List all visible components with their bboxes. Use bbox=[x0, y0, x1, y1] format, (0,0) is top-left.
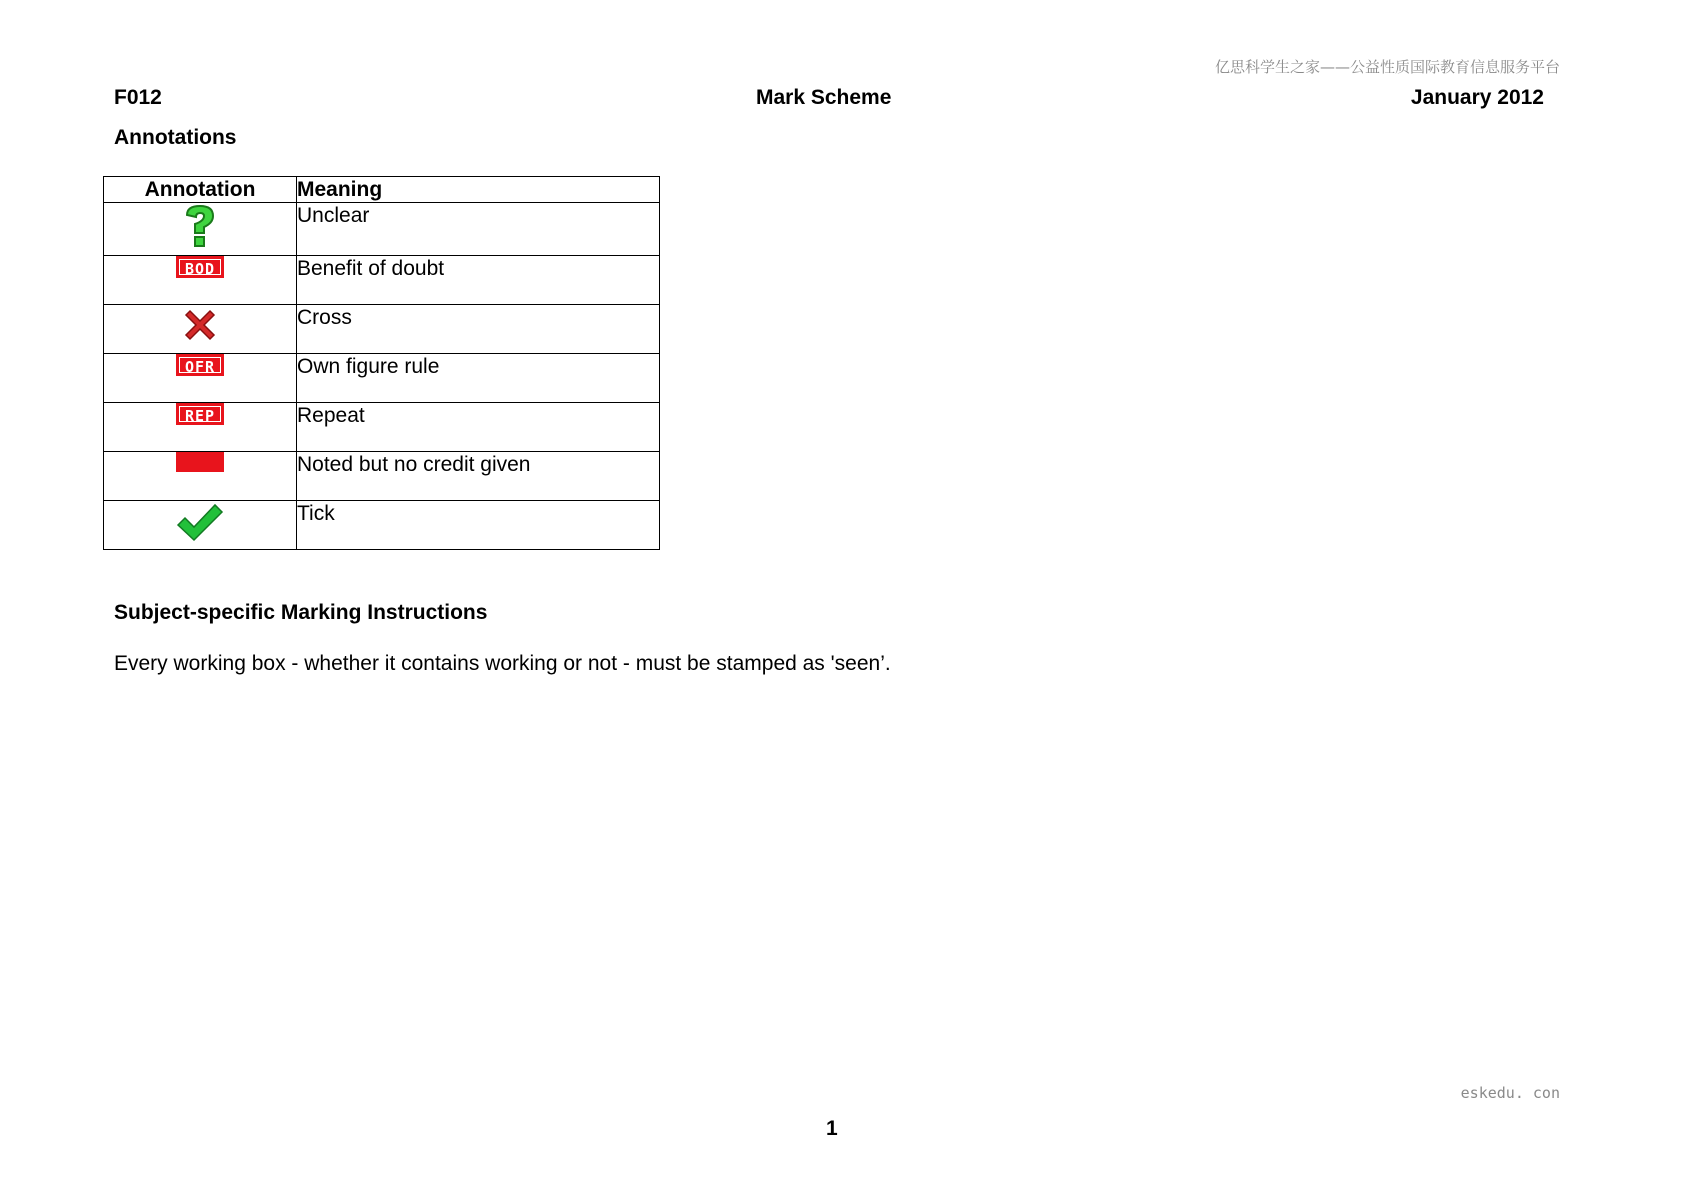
table-row bbox=[104, 256, 660, 305]
watermark-bottom: eskedu. con bbox=[1460, 1084, 1560, 1102]
ofr-stamp-icon: OFR bbox=[176, 354, 224, 376]
meaning-cell: Unclear bbox=[297, 203, 660, 256]
meaning-cell: Repeat bbox=[297, 403, 660, 452]
instructions-heading: Subject-specific Marking Instructions bbox=[114, 601, 488, 624]
meaning-cell: Tick bbox=[297, 501, 660, 550]
meaning-cell: Noted but no credit given bbox=[297, 452, 660, 501]
annotation-cell bbox=[104, 501, 297, 550]
table-header-row bbox=[104, 177, 660, 203]
meaning-cell: Own figure rule bbox=[297, 354, 660, 403]
page-number: 1 bbox=[826, 1117, 838, 1140]
doc-date: January 2012 bbox=[1410, 86, 1544, 109]
table-row bbox=[104, 203, 660, 256]
table-row bbox=[104, 501, 660, 550]
annotations-heading: Annotations bbox=[114, 126, 237, 149]
annotations-table bbox=[103, 176, 660, 550]
table-row bbox=[104, 354, 660, 403]
annotation-cell bbox=[104, 403, 297, 452]
table-row bbox=[104, 403, 660, 452]
annotation-cell bbox=[104, 256, 297, 305]
cross-icon bbox=[180, 305, 220, 345]
annotation-cell bbox=[104, 354, 297, 403]
annotation-cell bbox=[104, 452, 297, 501]
watermark-top: 亿思科学生之家——公益性质国际教育信息服务平台 bbox=[1214, 58, 1560, 76]
column-header-annotation: Annotation bbox=[104, 177, 297, 203]
instructions-text: Every working box - whether it contains working or not - must be stamped as 'seen’. bbox=[114, 652, 891, 675]
nbc-stamp-icon bbox=[176, 452, 224, 472]
question-mark-icon bbox=[182, 203, 218, 249]
table-row bbox=[104, 452, 660, 501]
bod-stamp-icon: BOD bbox=[176, 256, 224, 278]
annotation-cell bbox=[104, 203, 297, 256]
meaning-cell: Cross bbox=[297, 305, 660, 354]
rep-stamp-icon: REP bbox=[176, 403, 224, 425]
meaning-cell: Benefit of doubt bbox=[297, 256, 660, 305]
table-row bbox=[104, 305, 660, 354]
doc-title: Mark Scheme bbox=[756, 86, 892, 109]
column-header-meaning: Meaning bbox=[297, 177, 660, 203]
annotation-cell bbox=[104, 305, 297, 354]
tick-icon bbox=[175, 501, 225, 543]
doc-code: F012 bbox=[114, 86, 162, 109]
